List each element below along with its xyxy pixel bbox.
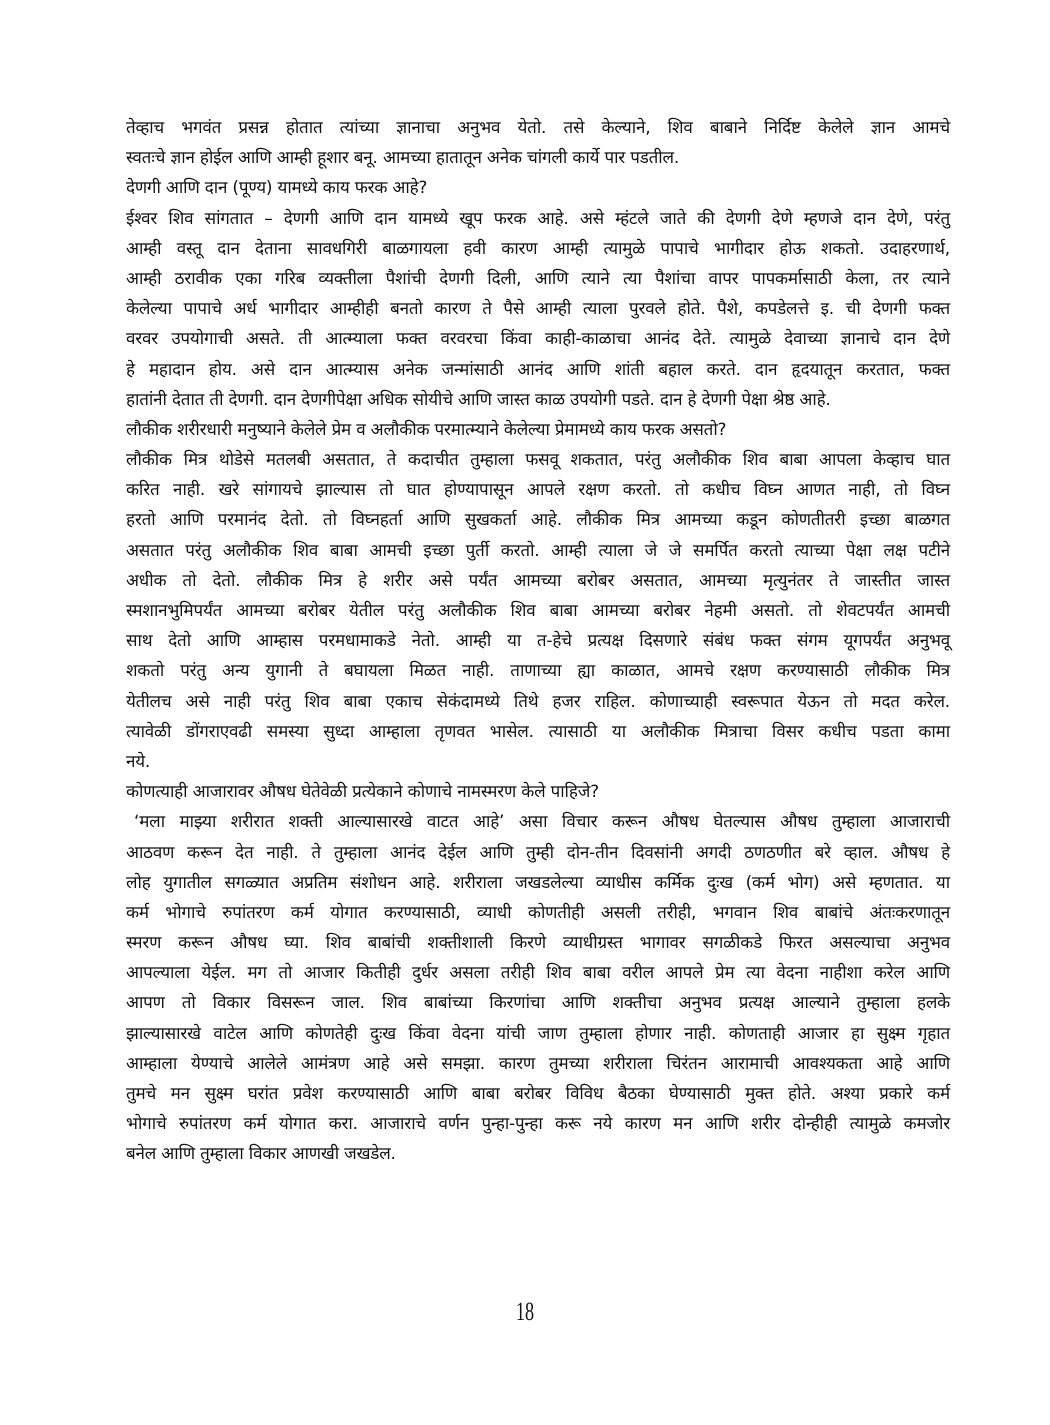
paragraph-line: नये. bbox=[126, 751, 151, 772]
paragraph-line: आम्हाला येण्याचे आलेले आमंत्रण आहे असे समझा. कारण तुमच्या शरीराला चिरंतन आरामाची आवश्यकता आहे आणि bbox=[126, 1053, 950, 1074]
paragraph-line: आपल्याला येईल. मग तो आजार कितीही दुर्धर असला तरीही शिव बाबा वरील आपले प्रेम त्या वेदना नाहीशा करेल आणि bbox=[126, 963, 950, 984]
paragraph-line: ‘मला माझ्या शरीरात शक्ती आल्यासारखे वाटत आहे’ असा विचार करून औषध घेतल्यास औषध तुम्हाला आजाराची bbox=[134, 812, 950, 833]
paragraph-line: शकतो परंतु अन्य युगानी ते बघायला मिळत नाही. ताणाच्या ह्या काळात, आमचे रक्षण करण्यासाठी लौकीक मित्र bbox=[126, 661, 950, 682]
paragraph-line: लोह युगातील सगळ्यात अप्रतिम संशोधन आहे. शरीराला जखडलेल्या व्याधीस कर्मिक दुःख (कर्म भोग) असे म्हणतात. या bbox=[126, 872, 950, 893]
paragraph-line: येतीलच असे नाही परंतु शिव बाबा एकाच सेकंदामध्ये तिथे हजर राहिल. कोणाच्याही स्वरूपात येऊन तो मदत करेल. bbox=[126, 691, 950, 712]
question-heading: देणगी आणि दान (पूण्य) यामध्ये काय फरक आहे? bbox=[126, 178, 428, 199]
paragraph-line: स्मशानभुमिपर्यंत आमच्या बरोबर येतील परंतु अलौकीक शिव बाबा आमच्या बरोबर नेहमी असतो. तो शेवटपर्यंत आमची bbox=[126, 601, 950, 621]
paragraph-line: बनेल आणि तुम्हाला विकार आणखी जखडेल. bbox=[126, 1144, 396, 1165]
paragraph-line: हरतो आणि परमानंद देतो. तो विघ्नहर्ता आणि सुखकर्ता आहे. लौकीक मित्र आमच्या कडून कोणतीतरी इच्छा बाळगत bbox=[126, 510, 950, 531]
paragraph-line: केलेल्या पापाचे अर्ध भागीदार आम्हीही बनतो कारण ते पैसे आम्ही त्याला पुरवले होते. पैशे, कपडेलत्ते इ. ची देणगी फक्त bbox=[126, 299, 951, 320]
paragraph-line: स्वतःचे ज्ञान होईल आणि आम्ही हूशार बनू. आमच्या हातातून अनेक चांगली कार्ये पार पडतील. bbox=[126, 148, 680, 169]
paragraph-line: हातांनी देतात ती देणगी. दान देणगीपेक्षा अधिक सोयीचे आणि जास्त काळ उपयोगी पडते. दान हे देणगी पेक्षा श्रेष्ठ आहे. bbox=[126, 389, 831, 410]
paragraph-line: आठवण करून देत नाही. ते तुम्हाला आनंद देईल आणि तुम्ही दोन-तीन दिवसांनी अगदी ठणठणीत बरे व्हाल. औषध हे bbox=[126, 842, 950, 863]
paragraph-line: त्यावेळी डोंगराएवढी समस्या सुध्दा आम्हाला तृणवत भासेल. त्यासाठी या अलौकीक मित्राचा विसर कधीच पडता कामा bbox=[126, 721, 950, 742]
paragraph-line: करित नाही. खरे सांगायचे झाल्यास तो घात होण्यापासून आपले रक्षण करतो. तो कधीच विघ्न आणत नाही, तो विघ्न bbox=[126, 480, 950, 501]
paragraph-line: असतात परंतु अलौकीक शिव बाबा आमची इच्छा पुर्ती करतो. आम्ही त्याला जे जे समर्पित करतो त्याच्या पेक्षा लक्ष पटीने bbox=[126, 540, 950, 561]
paragraph-line: तुमचे मन सुक्ष्म घरांत प्रवेश करण्यासाठी आणि बाबा बरोबर विविध बैठका घेण्यासाठी मुक्त होते. अश्या प्रकारे कर्म bbox=[126, 1084, 950, 1104]
paragraph-line: हे महादान होय. असे दान आत्म्यास अनेक जन्मांसाठी आनंद आणि शांती बहाल करते. दान हृदयातून करतात, फक्त bbox=[126, 359, 950, 380]
paragraph-line: ईश्वर शिव सांगतात – देणगी आणि दान यामध्ये खूप फरक आहे. असे म्हंटले जाते की देणगी देणे म्हणजे दान देणे, परंतु bbox=[126, 208, 950, 229]
paragraph-line: तेव्हाच भगवंत प्रसन्न होतात त्यांच्या ज्ञानाचा अनुभव येतो. तसे केल्याने, शिव बाबाने निर्दिष्ट केलेले ज्ञान आमचे bbox=[126, 118, 950, 138]
paragraph-line: अधीक तो देतो. लौकीक मित्र हे शरीर असे पर्यंत आमच्या बरोबर असतात, आमच्या मृत्युनंतर ते जास्तीत जास्त bbox=[126, 570, 950, 591]
paragraph-line: आम्ही वस्तू दान देताना सावधगिरी बाळगायला हवी कारण आम्ही त्यामुळे पापाचे भागीदार होऊ शकतो. उदाहरणार्थ, bbox=[126, 238, 950, 259]
question-heading: कोणत्याही आजारावर औषध घेतेवेळी प्रत्येकाने कोणाचे नामस्मरण केले पाहिजे? bbox=[126, 782, 599, 803]
page-number: 18 bbox=[515, 1297, 535, 1326]
paragraph-line: झाल्यासारखे वाटेल आणि कोणतेही दुःख किंवा वेदना यांची जाण तुम्हाला होणार नाही. कोणताही आजार हा सुक्ष्म गृहात bbox=[126, 1023, 950, 1044]
paragraph-line: स्मरण करून औषध घ्या. शिव बाबांची शक्तीशाली किरणे व्याधीग्रस्त भागावर सगळीकडे फिरत असल्याचा अनुभव bbox=[126, 933, 950, 954]
paragraph-line: भोगाचे रुपांतरण कर्म योगात करा. आजाराचे वर्णन पुन्हा-पुन्हा करू नये कारण मन आणि शरीर दोन्हीही त्यामुळे कमजोर bbox=[126, 1114, 950, 1135]
question-heading: लौकीक शरीरधारी मनुष्याने केलेले प्रेम व अलौकीक परमात्म्याने केलेल्या प्रेमामध्ये काय फरक असतो? bbox=[126, 419, 727, 440]
paragraph-line: कर्म भोगाचे रुपांतरण कर्म योगात करण्यासाठी, व्याधी कोणतीही असली तरीही, भगवान शिव बाबांचे अंतःकरणातून bbox=[126, 902, 950, 923]
paragraph-line: लौकीक मित्र थोडेसे मतलबी असतात, ते कदाचीत तुम्हाला फसवू शकतात, परंतु अलौकीक शिव बाबा आपला केव्हाच घात bbox=[126, 450, 950, 471]
paragraph-line: वरवर उपयोगाची असते. ती आत्म्याला फक्त वरवरचा किंवा काही-काळाचा आनंद देते. त्यामुळे देवाच्या ज्ञानाचे दान देणे bbox=[126, 329, 950, 350]
paragraph-line: आम्ही ठरावीक एका गरिब व्यक्तीला पैशांची देणगी दिली, आणि त्याने त्या पैशांचा वापर पापकर्मासाठी केला, तर त्याने bbox=[126, 268, 950, 289]
paragraph-line: साथ देतो आणि आम्हास परमधामाकडे नेतो. आम्ही या त-हेचे प्रत्यक्ष दिसणारे संबंध फक्त संगम यूगपर्यंत अनुभवू bbox=[126, 631, 950, 652]
paragraph-line: आपण तो विकार विसरून जाल. शिव बाबांच्या किरणांचा आणि शक्तीचा अनुभव प्रत्यक्ष आल्याने तुम्हाला हलके bbox=[126, 993, 950, 1014]
body-text bbox=[126, 113, 950, 1170]
